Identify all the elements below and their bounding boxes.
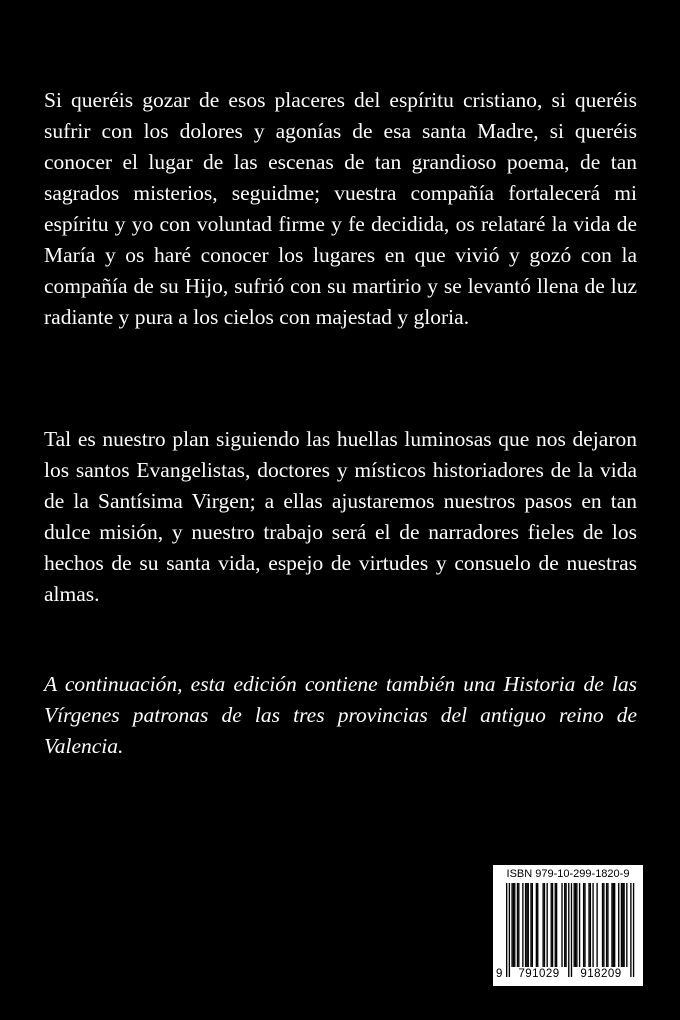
barcode-bar xyxy=(579,883,580,967)
barcode-bar xyxy=(513,883,514,967)
barcode-bar xyxy=(509,883,510,977)
barcode-bar xyxy=(626,883,627,967)
barcode-bar xyxy=(592,883,593,967)
isbn-barcode xyxy=(493,865,643,986)
barcode-bar xyxy=(618,883,619,967)
barcode-bar xyxy=(506,883,507,977)
barcode-bar xyxy=(583,883,584,967)
barcode-digits-left: 791029 xyxy=(518,968,560,980)
barcode-bar xyxy=(526,883,527,967)
barcode-bar xyxy=(528,883,529,967)
back-cover-paragraph-1: Si queréis gozar de esos placeres del espíritu cristiano, si queréis sufrir con los dolores y agonías de esa santa Madre, si queréis conocer el lugar de las escenas de tan grandioso poema, de tan sagrados misterios, seguidme; vuestra compañía fortalecerá mi espíritu y yo con voluntad firme y fe decidida, os relataré la vida de María y os haré conocer los lugares en que vivió y gozó con la compañía de su Hijo, sufrió con su martirio y se levantó llena de luz radiante y pura a los cielos con majestad y gloria. xyxy=(44,88,637,329)
barcode-bar xyxy=(556,883,557,967)
barcode-bar xyxy=(606,883,607,967)
barcode-bar xyxy=(518,883,519,967)
barcode-bar xyxy=(561,883,562,967)
isbn-label: ISBN 979-10-299-1820-9 xyxy=(506,868,630,880)
barcode-bar xyxy=(623,883,624,967)
barcode-bar xyxy=(547,883,548,967)
barcode-bar xyxy=(571,883,572,977)
barcode-bar xyxy=(574,883,575,967)
barcode-bar xyxy=(517,883,518,967)
back-cover-paragraph-2: Tal es nuestro plan siguiendo las huellas luminosas que nos dejaron los santos Evangelistas, doctores y místicos historiadores de la vida de la Santísima Virgen; a ellas ajustaremos nuestros pasos en tan dulce misión, y nuestro trabajo será el de narradores fieles de los hechos de su santa vida, espejo de virtudes y consuelo de nuestras almas. xyxy=(44,427,637,606)
barcode-bar xyxy=(525,883,526,967)
barcode-digits-right: 918209 xyxy=(580,968,622,980)
barcode-bar xyxy=(584,883,585,967)
barcode-bar xyxy=(568,883,569,977)
barcode-bar xyxy=(590,883,591,967)
barcode-bar xyxy=(555,883,556,967)
barcode-bar xyxy=(544,883,545,967)
barcode-bar xyxy=(552,883,553,967)
barcode-digit-lead: 9 xyxy=(496,968,503,980)
barcode-bar xyxy=(613,883,614,967)
barcode-bar xyxy=(511,883,512,967)
barcode-bar xyxy=(542,883,543,967)
barcode-bar xyxy=(588,883,589,967)
barcode-bar xyxy=(551,883,552,967)
barcode-bar xyxy=(621,883,622,967)
barcode-bar xyxy=(633,883,634,977)
barcode-bar xyxy=(630,883,631,977)
barcode-bar xyxy=(576,883,577,967)
barcode-bar xyxy=(603,883,604,967)
barcode-bar xyxy=(564,883,565,967)
barcode-bar xyxy=(532,883,533,967)
barcode-bar xyxy=(596,883,597,967)
barcode-bar xyxy=(530,883,531,967)
barcode-bar xyxy=(536,883,537,967)
barcode-bar xyxy=(614,883,615,967)
barcode-bar xyxy=(622,883,623,967)
barcode-bar xyxy=(514,883,515,967)
barcode-bar xyxy=(602,883,603,967)
barcode-bar xyxy=(522,883,523,967)
back-cover-paragraph-3: A continuación, esta edición contiene también una Historia de las Vírgenes patronas de las tres provincias del antiguo reino de Valencia. xyxy=(44,672,637,758)
barcode-bar xyxy=(565,883,566,967)
barcode-bar xyxy=(575,883,576,967)
barcode-bar xyxy=(537,883,538,967)
barcode-bar xyxy=(611,883,612,967)
barcode-bar xyxy=(607,883,608,967)
